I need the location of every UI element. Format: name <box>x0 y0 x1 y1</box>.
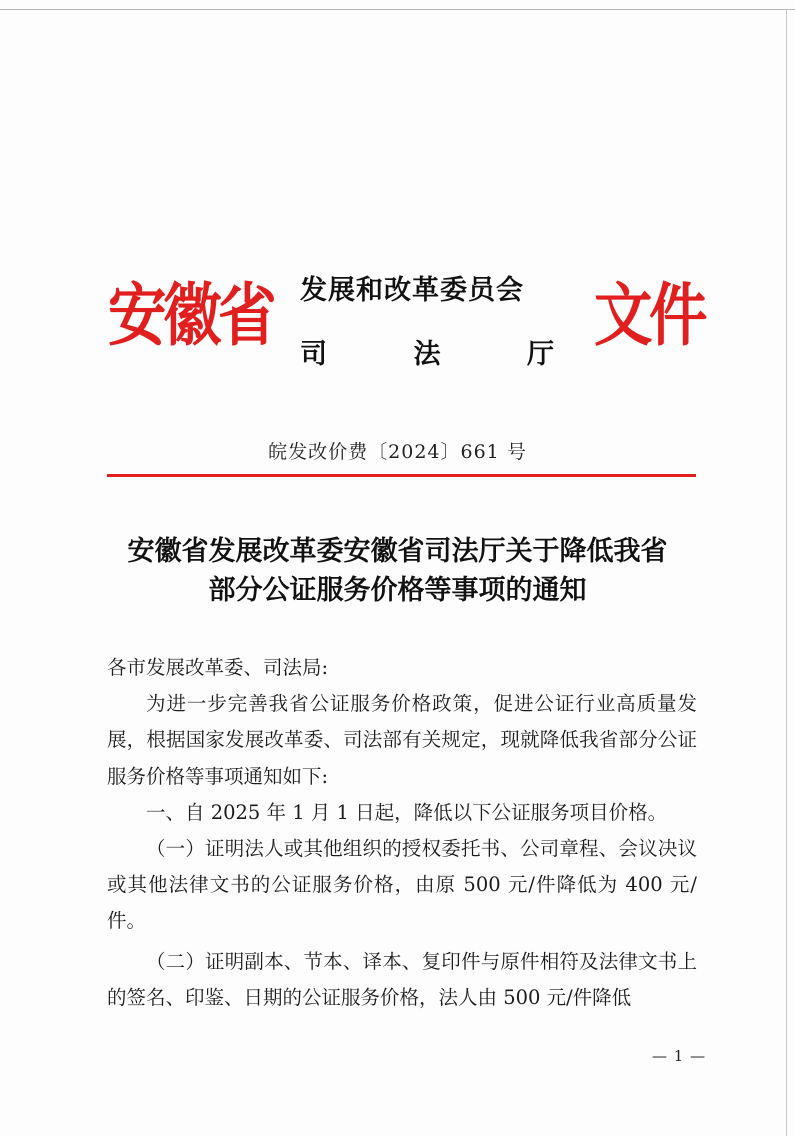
scan-edge-top <box>0 9 795 10</box>
paragraph-item-1: 一、自 2025 年 1 月 1 日起，降低以下公证服务项目价格。 <box>146 800 668 824</box>
issuer-char-1: 司 <box>300 339 327 370</box>
document-title <box>0 532 795 610</box>
paragraph-item-1-1: （一）证明法人或其他组织的授权委托书、公司章程、会议决议或其他法律文书的公证服务价格，由原 500 元/件降低为 400 元/件。 <box>107 837 697 933</box>
document-body <box>107 650 697 1016</box>
title-line-2: 部分公证服务价格等事项的通知 <box>208 575 587 606</box>
issuer-char-2: 法 <box>413 339 441 370</box>
paragraph-intro: 为进一步完善我省公证服务价格政策，促进公证行业高质量发展，根据国家发展改革委、司法部有关规定，现就降低我省部分公证服务价格等事项通知如下: <box>107 692 697 788</box>
issuer-ndrc: 发展和改革委员会 <box>300 275 524 306</box>
title-line-1: 安徽省发展改革委安徽省司法厅关于降低我省 <box>127 536 668 567</box>
page-number: — 1 — <box>652 1047 707 1065</box>
issuer-justice-dept <box>300 332 554 371</box>
red-header-province: 安徽省 <box>108 276 274 356</box>
document-number: 皖发改价费〔2024〕661 号 <box>268 441 527 463</box>
red-divider-line <box>107 474 696 477</box>
red-header-document: 文件 <box>594 276 705 356</box>
salutation: 各市发展改革委、司法局: <box>107 656 329 679</box>
paragraph-item-1-2: （二）证明副本、节本、译本、复印件与原件相符及法律文书上的签名、印鉴、日期的公证服务价格，法人由 500 元/件降低 <box>107 949 697 1009</box>
issuer-char-3: 厅 <box>527 339 554 370</box>
